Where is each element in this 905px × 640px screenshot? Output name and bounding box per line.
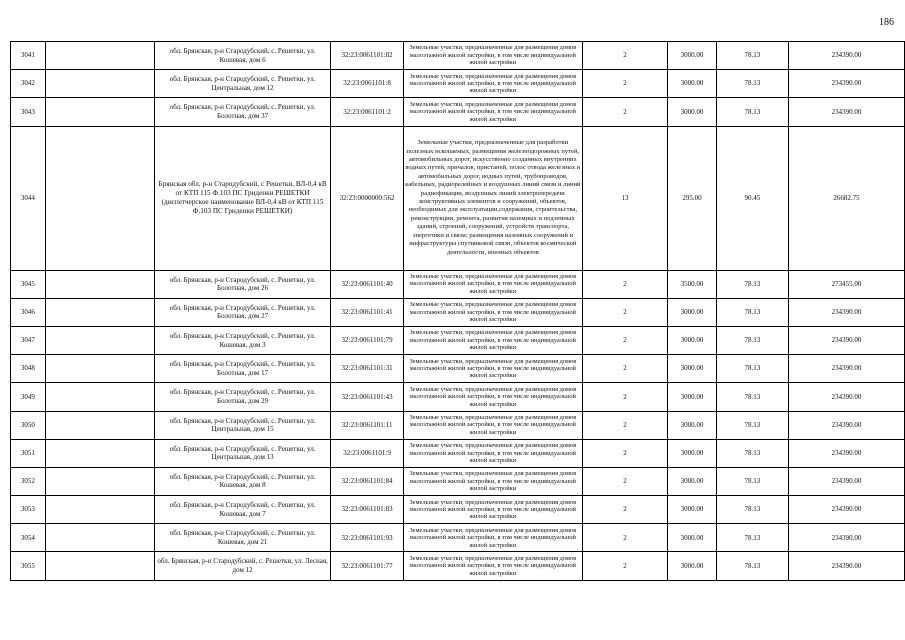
specific-value-cell: 78.13 (716, 298, 788, 326)
group-cell: 2 (582, 383, 668, 411)
cadastral-value-cell: 234390.00 (788, 496, 904, 524)
group-cell: 2 (582, 411, 668, 439)
cadastral-value-cell: 234390.00 (788, 467, 904, 495)
cadastral-value-cell: 234390.00 (788, 98, 904, 126)
land-use-description-cell: Земельные участки, предназначенные для размещения домов малоэтажной жилой застройки, в том числе индивидуальной жилой застройки (404, 383, 583, 411)
land-use-description-cell: Земельные участки, предназначенные для размещения домов малоэтажной жилой застройки, в том числе индивидуальной жилой застройки (404, 70, 583, 98)
blank-cell (45, 42, 154, 70)
cadastral-value-cell: 273455.00 (788, 270, 904, 298)
row-number-cell: 3043 (11, 98, 46, 126)
area-cell: 3000.00 (668, 298, 716, 326)
cadastral-number-cell: 32:23:0061101:2 (331, 98, 404, 126)
area-cell: 3000.00 (668, 70, 716, 98)
row-number-cell: 3045 (11, 270, 46, 298)
address-cell: обл. Брянская, р-н Стародубский, с. Решетки, ул. Центральная, дом 13 (155, 439, 331, 467)
specific-value-cell: 78.13 (716, 70, 788, 98)
cadastral-number-cell: 32:23:0061101:31 (331, 355, 404, 383)
area-cell: 3000.00 (668, 326, 716, 354)
group-cell: 2 (582, 552, 668, 580)
specific-value-cell: 78.13 (716, 552, 788, 580)
group-cell: 2 (582, 439, 668, 467)
cadastral-number-cell: 32:23:0061101:84 (331, 467, 404, 495)
land-use-description-cell: Земельные участки, предназначенные для размещения домов малоэтажной жилой застройки, в том числе индивидуальной жилой застройки (404, 524, 583, 552)
specific-value-cell: 78.13 (716, 98, 788, 126)
table-row (11, 467, 905, 495)
cadastral-value-cell: 234390.00 (788, 42, 904, 70)
cadastral-number-cell: 32:23:0061101:9 (331, 439, 404, 467)
table-row (11, 439, 905, 467)
blank-cell (45, 467, 154, 495)
blank-cell (45, 383, 154, 411)
cadastral-number-cell: 32:23:0061101:8 (331, 70, 404, 98)
area-cell: 3000.00 (668, 383, 716, 411)
specific-value-cell: 78.13 (716, 270, 788, 298)
cadastral-number-cell: 32:23:0061101:11 (331, 411, 404, 439)
specific-value-cell: 78.13 (716, 42, 788, 70)
blank-cell (45, 439, 154, 467)
row-number-cell: 3054 (11, 524, 46, 552)
land-use-description-cell: Земельные участки, предназначенные для размещения домов малоэтажной жилой застройки, в том числе индивидуальной жилой застройки (404, 42, 583, 70)
table-row (11, 98, 905, 126)
cadastral-number-cell: 32:23:0061101:93 (331, 524, 404, 552)
table-row (11, 70, 905, 98)
cadastral-value-cell: 234390.00 (788, 326, 904, 354)
table-row (11, 270, 905, 298)
blank-cell (45, 98, 154, 126)
land-use-description-cell: Земельные участки, предназначенные для размещения домов малоэтажной жилой застройки, в том числе индивидуальной жилой застройки (404, 98, 583, 126)
address-cell: обл. Брянская, р-н Стародубский, с. Решетки, ул. Болотная, дом 37 (155, 98, 331, 126)
area-cell: 3000.00 (668, 496, 716, 524)
page-number: 186 (879, 17, 894, 28)
land-use-description-cell: Земельные участки, предназначенные для размещения домов малоэтажной жилой застройки, в том числе индивидуальной жилой застройки (404, 298, 583, 326)
group-cell: 2 (582, 270, 668, 298)
area-cell: 3500.00 (668, 270, 716, 298)
address-cell: Брянская обл, р-н Стародубский, с Решетки, ВЛ-0,4 кВ от КТП 115 Ф.103 ПС Гриденки РЕШЕТКИ (диспетчерское наименование ВЛ-0,4 кВ от КТП 115 Ф.103 ПС Гриденки РЕШЕТКИ) (155, 126, 331, 270)
cadastral-value-cell: 234390.00 (788, 355, 904, 383)
blank-cell (45, 524, 154, 552)
specific-value-cell: 78.13 (716, 439, 788, 467)
row-number-cell: 3052 (11, 467, 46, 495)
cadastral-number-cell: 32:23:0061101:83 (331, 496, 404, 524)
specific-value-cell: 78.13 (716, 326, 788, 354)
specific-value-cell: 78.13 (716, 467, 788, 495)
table-row (11, 552, 905, 580)
group-cell: 2 (582, 98, 668, 126)
area-cell: 3000.00 (668, 98, 716, 126)
table-row (11, 326, 905, 354)
row-number-cell: 3049 (11, 383, 46, 411)
row-number-cell: 3044 (11, 126, 46, 270)
cadastral-value-cell: 234390.00 (788, 439, 904, 467)
address-cell: обл. Брянская, р-н Стародубский, с. Решетки, ул. Лесная, дом 12 (155, 552, 331, 580)
land-use-description-cell: Земельные участки, предназначенные для размещения домов малоэтажной жилой застройки, в том числе индивидуальной жилой застройки (404, 496, 583, 524)
cadastral-value-cell: 26682.75 (788, 126, 904, 270)
blank-cell (45, 326, 154, 354)
specific-value-cell: 78.13 (716, 355, 788, 383)
address-cell: обл. Брянская, р-н Стародубский, с. Решетки, ул. Болотная, дом 17 (155, 355, 331, 383)
table-row (11, 298, 905, 326)
cadastral-value-cell: 234390.00 (788, 70, 904, 98)
cadastral-number-cell: 32:23:0061101:43 (331, 383, 404, 411)
cadastral-number-cell: 32:23:0061101:77 (331, 552, 404, 580)
land-use-description-cell: Земельные участки, предназначенные для размещения домов малоэтажной жилой застройки, в том числе индивидуальной жилой застройки (404, 355, 583, 383)
address-cell: обл. Брянская, р-н Стародубский, с. Решетки, ул. Болотная, дом 27 (155, 298, 331, 326)
table-row (11, 524, 905, 552)
group-cell: 2 (582, 496, 668, 524)
address-cell: обл. Брянская, р-н Стародубский, с. Решетки, ул. Кошевая, дом 21 (155, 524, 331, 552)
group-cell: 2 (582, 524, 668, 552)
blank-cell (45, 496, 154, 524)
address-cell: обл. Брянская, р-н Стародубский, с. Решетки, ул. Болотная, дом 29 (155, 383, 331, 411)
cadastral-number-cell: 32:23:0061101:41 (331, 298, 404, 326)
area-cell: 3000.00 (668, 355, 716, 383)
group-cell: 2 (582, 42, 668, 70)
blank-cell (45, 70, 154, 98)
area-cell: 3000.00 (668, 411, 716, 439)
area-cell: 3000.00 (668, 524, 716, 552)
row-number-cell: 3048 (11, 355, 46, 383)
row-number-cell: 3041 (11, 42, 46, 70)
cadastral-number-cell: 32:23:0061101:40 (331, 270, 404, 298)
row-number-cell: 3051 (11, 439, 46, 467)
land-use-description-cell: Земельные участки, предназначенные для размещения домов малоэтажной жилой застройки, в том числе индивидуальной жилой застройки (404, 326, 583, 354)
table-row (11, 411, 905, 439)
land-use-description-cell: Земельные участки, предназначенные для разработки полезных ископаемых, размещения железнодорожных путей, автомобильных дорог, искусственно созданных внутренних водных путей, причалов, пристаней, полос отвода железных и автомобильных дорог, водных путей, трубопроводов, кабельных, радиорелейных и воздушных линий связи и линий радиофикации, воздушных линий электропередачи конструктивных элементов и сооружений, объектов, необходимых для эксплуатации,содержания, строительства, реконструкции, ремонта, развития наземных и подземных зданий, строений, сооружений, устройств транспорта, энергетики и связи; размещения наземных сооружений и инфраструктуры спутниковой связи, объектов космической деятельности, военных объектов (404, 126, 583, 270)
specific-value-cell: 78.13 (716, 524, 788, 552)
address-cell: обл. Брянская, р-н Стародубский, с. Решетки, ул. Кошевая, дом 3 (155, 326, 331, 354)
blank-cell (45, 552, 154, 580)
cadastral-value-cell: 234390.00 (788, 298, 904, 326)
row-number-cell: 3042 (11, 70, 46, 98)
group-cell: 2 (582, 70, 668, 98)
cadastral-value-table (10, 41, 905, 581)
area-cell: 3000.00 (668, 42, 716, 70)
row-number-cell: 3055 (11, 552, 46, 580)
land-use-description-cell: Земельные участки, предназначенные для размещения домов малоэтажной жилой застройки, в том числе индивидуальной жилой застройки (404, 270, 583, 298)
cadastral-number-cell: 32:23:0000000:562 (331, 126, 404, 270)
table-row (11, 126, 905, 270)
address-cell: обл. Брянская, р-н Стародубский, с. Решетки, ул. Центральная, дом 12 (155, 70, 331, 98)
address-cell: обл. Брянская, р-н Стародубский, с. Решетки, ул. Кошевая, дом 6 (155, 42, 331, 70)
cadastral-value-cell: 234390.00 (788, 411, 904, 439)
area-cell: 3000.00 (668, 439, 716, 467)
address-cell: обл. Брянская, р-н Стародубский, с. Решетки, ул. Кошевая, дом 7 (155, 496, 331, 524)
area-cell: 3000.00 (668, 467, 716, 495)
blank-cell (45, 355, 154, 383)
address-cell: обл. Брянская, р-н Стародубский, с. Решетки, ул. Центральная, дом 15 (155, 411, 331, 439)
row-number-cell: 3047 (11, 326, 46, 354)
cadastral-number-cell: 32:23:0061101:79 (331, 326, 404, 354)
group-cell: 2 (582, 467, 668, 495)
specific-value-cell: 78.13 (716, 496, 788, 524)
row-number-cell: 3046 (11, 298, 46, 326)
cadastral-value-cell: 234390.00 (788, 552, 904, 580)
group-cell: 2 (582, 326, 668, 354)
group-cell: 13 (582, 126, 668, 270)
specific-value-cell: 78.13 (716, 411, 788, 439)
blank-cell (45, 270, 154, 298)
blank-cell (45, 411, 154, 439)
specific-value-cell: 90.45 (716, 126, 788, 270)
land-use-description-cell: Земельные участки, предназначенные для размещения домов малоэтажной жилой застройки, в том числе индивидуальной жилой застройки (404, 439, 583, 467)
address-cell: обл. Брянская, р-н Стародубский, с. Решетки, ул. Кошевая, дом 8 (155, 467, 331, 495)
land-use-description-cell: Земельные участки, предназначенные для размещения домов малоэтажной жилой застройки, в том числе индивидуальной жилой застройки (404, 411, 583, 439)
land-use-description-cell: Земельные участки, предназначенные для размещения домов малоэтажной жилой застройки, в том числе индивидуальной жилой застройки (404, 467, 583, 495)
row-number-cell: 3050 (11, 411, 46, 439)
cadastral-value-cell: 234390.00 (788, 383, 904, 411)
specific-value-cell: 78.13 (716, 383, 788, 411)
group-cell: 2 (582, 298, 668, 326)
table-row (11, 355, 905, 383)
table-row (11, 42, 905, 70)
table-row (11, 496, 905, 524)
land-use-description-cell: Земельные участки, предназначенные для размещения домов малоэтажной жилой застройки, в том числе индивидуальной жилой застройки (404, 552, 583, 580)
address-cell: обл. Брянская, р-н Стародубский, с. Решетки, ул. Болотная, дом 26 (155, 270, 331, 298)
group-cell: 2 (582, 355, 668, 383)
table-row (11, 383, 905, 411)
area-cell: 295.00 (668, 126, 716, 270)
cadastral-number-cell: 32:23:0061101:82 (331, 42, 404, 70)
row-number-cell: 3053 (11, 496, 46, 524)
blank-cell (45, 298, 154, 326)
cadastral-value-cell: 234390.00 (788, 524, 904, 552)
blank-cell (45, 126, 154, 270)
area-cell: 3000.00 (668, 552, 716, 580)
